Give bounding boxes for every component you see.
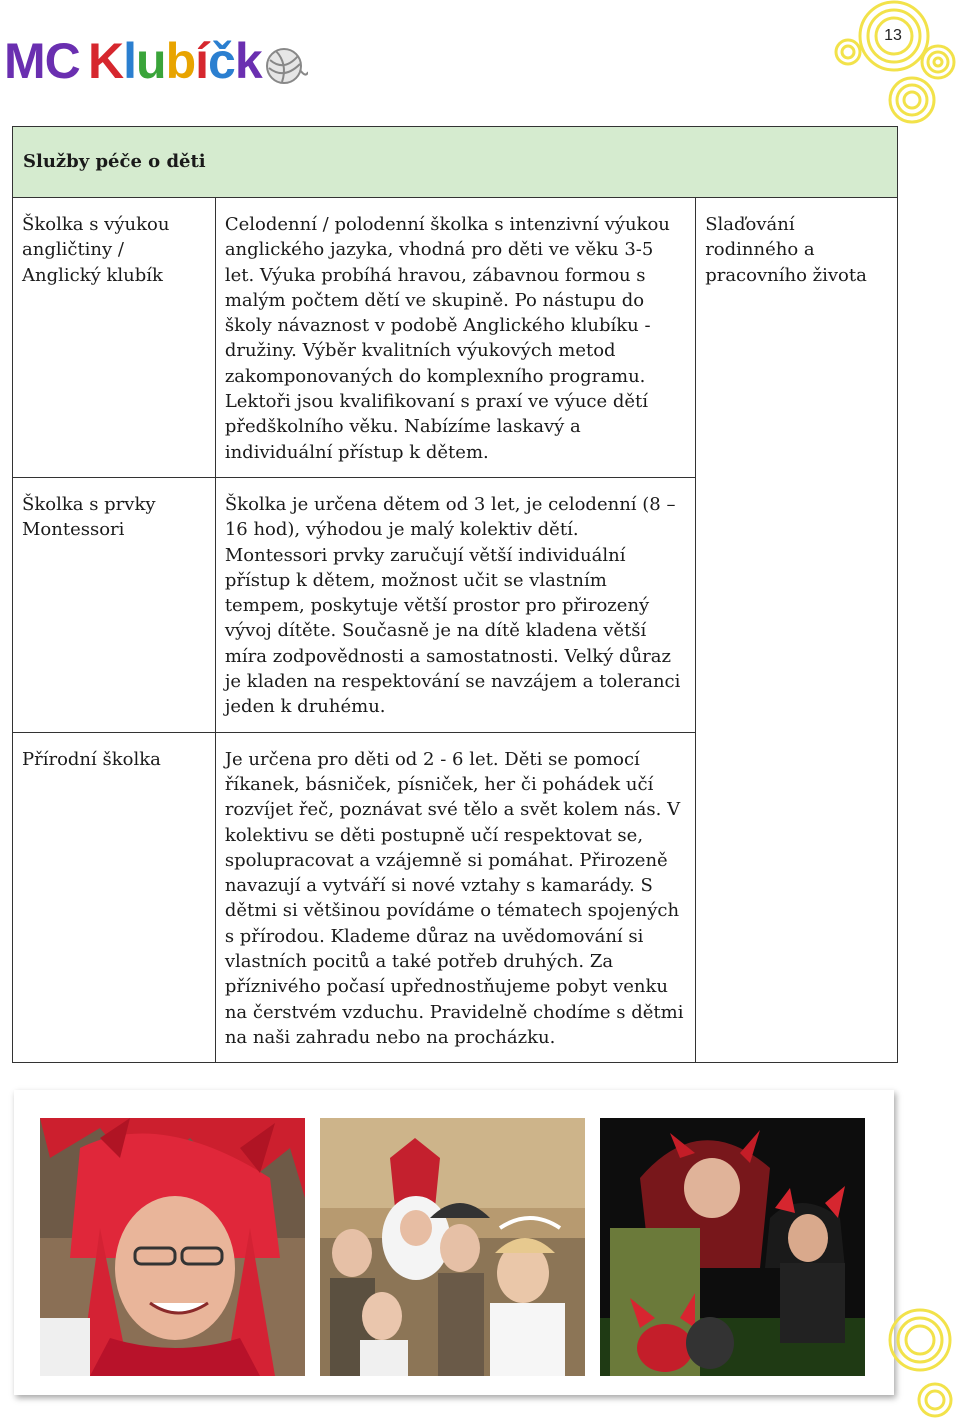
service-description: Celodenní / polodenní školka s intenzivní výukou anglického jazyka, vhodná pro děti ve věku 3-5 let. Výuka probíhá hravou, zábavnou formou s malým počtem dětí ve skupině. Po nástupu do školy návaznost v podobě Anglického klubíku - družiny. Výběr kvalitních výukových metod zakomponovaných do komplexního programu. Lektoři jsou kvalifikovaní s praxí ve výuce dětí předškolního věku. Nabízíme laskavý a individuální přístup k dětem. [215,198,695,478]
service-description: Školka je určena dětem od 3 let, je celodenní (8 – 16 hod), výhodou je malý kolektiv dětí. Montessori prvky zaručují větší individuální přístup k dětem, možnost učit se vlastním tempem, poskytuje větší prostor pro přirozený vývoj dítěte. Současně je na dítě kladena větší míra zodpovědnosti a samostatnosti. Velký důraz je kladen na respektování se navzájem a toleranci jeden k druhému. [215,477,695,732]
service-name: Školka s prvky Montessori [13,477,216,732]
logo-word: Klubíčk [88,33,262,89]
decorative-swirls-icon [820,0,960,130]
photo-strip [14,1090,894,1395]
service-description: Je určena pro děti od 2 - 6 let. Děti se pomocí říkanek, básniček, písniček, her či pohádek učí rozvíjet řeč, poznávat své tělo a svět kolem nás. V kolektivu se děti postupně učí respektovat se, spolupracovat a vzájemně si pomáhat. Přirozeně navazují a vytváří si nové vztahy s kamarády. S dětmi si většinou povídáme o tématech spojených s přírodou. Klademe důraz na uvědomování si vlastních pocitů a také potřeb druhých. Za příznivého počasí upřednostňujeme pobyt venku na čerstvém vzduchu. Pravidelně chodíme s dětmi na naši zahradu nebo na procházku. [215,732,695,1063]
decorative-swirls-icon [880,1290,960,1423]
mc-klubicko-logo [4,32,304,92]
section-title: Služby péče o děti [13,127,898,198]
yarn-ball-icon [262,42,308,88]
service-purpose: Slaďování rodinného a pracovního života [696,198,898,1063]
page-number: 13 [884,27,902,44]
logo-prefix: MC [4,33,80,89]
photo-girl-with-devil-horns [40,1118,305,1376]
service-name: Školka s výukou angličtiny / Anglický klubík [13,198,216,478]
services-table [12,126,898,1063]
photo-devils-at-night [600,1118,865,1376]
table-row [13,198,898,478]
service-name: Přírodní školka [13,732,216,1063]
photo-saint-nicholas-group [320,1118,585,1376]
table-header-row [13,127,898,198]
